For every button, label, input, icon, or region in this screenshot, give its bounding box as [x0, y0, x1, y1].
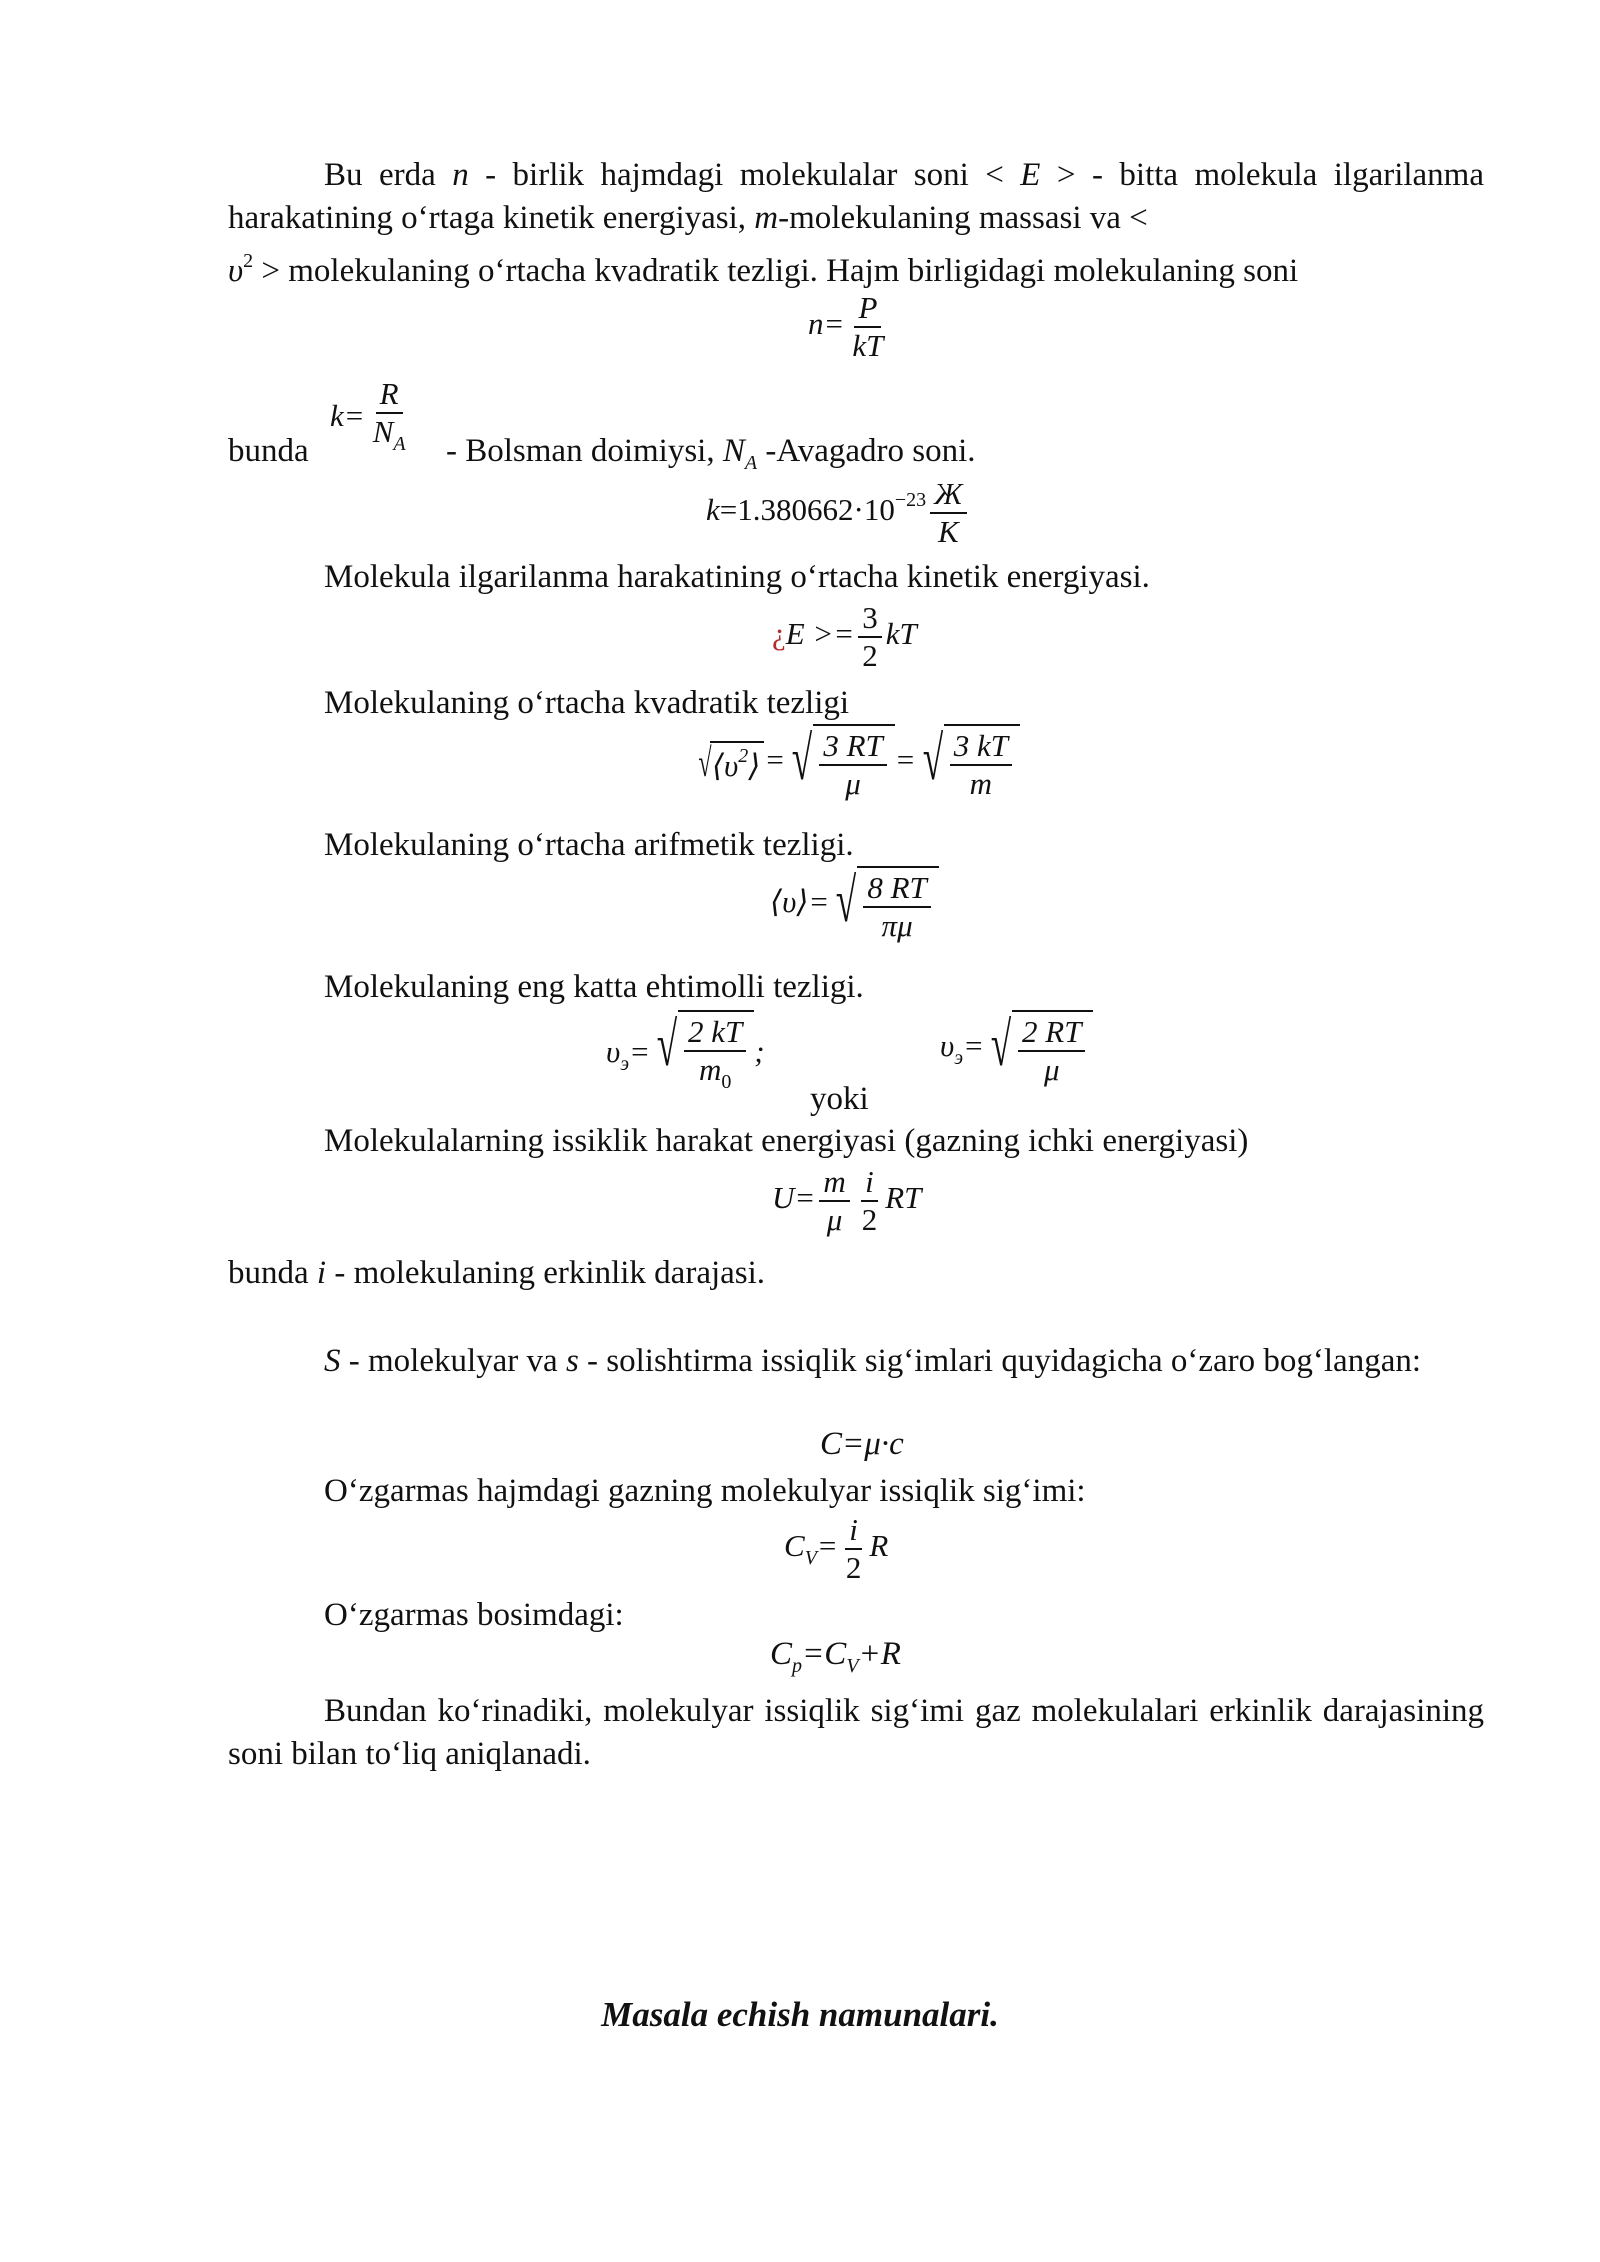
- text: Bu erda: [324, 157, 453, 193]
- section-title: Masala echish namunalari.: [601, 1995, 999, 2034]
- numerator: m: [819, 1164, 849, 1202]
- formula-Cv: [784, 1512, 888, 1586]
- denominator: πμ: [881, 908, 913, 943]
- rhs: R: [869, 1528, 889, 1564]
- intro-paragraph: [228, 154, 1484, 293]
- numerator: 3 kT: [950, 728, 1012, 766]
- var-m: m: [754, 200, 779, 236]
- inner: ⟨υ: [711, 748, 739, 783]
- fraction: [369, 376, 410, 462]
- rhs: kT: [885, 616, 917, 652]
- subscript: э: [954, 1047, 964, 1070]
- energy-heading: Molekula ilgarilanma harakatining o‘rtacha kinetik energiyasi.: [324, 559, 1150, 595]
- formula-n: [808, 290, 891, 364]
- var-v: υ: [228, 253, 244, 289]
- subscript: э: [620, 1053, 630, 1076]
- equals: =: [816, 1528, 838, 1564]
- sqrt: √ $\frac{2 RT}{\mu}$: [984, 1010, 1093, 1088]
- rhs: +R: [858, 1636, 901, 1672]
- fraction: [858, 1164, 882, 1238]
- lhs: n=: [808, 306, 845, 342]
- exponent: 2: [243, 250, 254, 272]
- fraction: [819, 1164, 849, 1238]
- numerator: 2 kT: [684, 1014, 746, 1052]
- var-E: E: [1020, 157, 1041, 193]
- subscript: V: [846, 1655, 859, 1677]
- formula-arith: [770, 866, 939, 944]
- numerator: 2 RT: [1018, 1014, 1085, 1052]
- denominator: K: [937, 514, 959, 549]
- exponent: −23: [894, 489, 927, 512]
- var-NA: N: [722, 433, 745, 469]
- text: bunda: [228, 1255, 317, 1291]
- text: - Bolsman doimiysi,: [446, 433, 723, 469]
- c2: C: [824, 1636, 847, 1672]
- const-volume-heading: O‘zgarmas hajmdagi gazning molekulyar issiqlik sig‘imi:: [324, 1473, 1086, 1509]
- lhs: U=: [772, 1180, 816, 1216]
- formula-Cp: [770, 1636, 901, 1678]
- bunda-i-text: [228, 1252, 765, 1295]
- numerator: P: [854, 290, 881, 328]
- sqrt: √ $\frac{3 RT}{\mu}$: [785, 724, 894, 802]
- formula-U: [772, 1164, 921, 1238]
- subscript: V: [804, 1547, 817, 1570]
- sqrt: √ $\frac{8 RT}{\pi\mu}$: [829, 866, 938, 944]
- numerator: i: [861, 1164, 878, 1202]
- lhs: E >=: [785, 616, 855, 652]
- formula-k-value: [706, 476, 971, 550]
- rhs: RT: [885, 1180, 922, 1216]
- numerator: R: [376, 376, 403, 414]
- equals: =: [894, 742, 916, 778]
- subscript: p: [792, 1655, 803, 1677]
- formula-probable-2: [940, 1010, 1093, 1088]
- fraction: [858, 600, 882, 674]
- equals: =: [629, 1034, 650, 1070]
- subscript: A: [744, 452, 758, 474]
- var-n: n: [452, 157, 469, 193]
- inner-close: ⟩: [748, 748, 761, 783]
- lhs: C: [784, 1528, 805, 1564]
- denominator: N: [372, 414, 394, 449]
- lhs: ⟨υ⟩=: [770, 884, 830, 920]
- arith-heading: Molekulaning o‘rtacha arifmetik tezligi.: [324, 827, 854, 863]
- sqrt: √ $\frac{2 kT}{m_0}$: [650, 1010, 754, 1100]
- value: =1.380662·10: [719, 492, 895, 528]
- sqrt: √ $⟨\upsilon^2⟩$: [694, 741, 764, 785]
- formula-rms: [694, 724, 1020, 802]
- var-i: i: [316, 1255, 327, 1291]
- var-S: S: [324, 1343, 341, 1379]
- exponent: 2: [738, 745, 749, 767]
- text: - molekulaning erkinlik darajasi.: [326, 1255, 766, 1291]
- formula-energy: [772, 600, 917, 674]
- denominator: m: [969, 766, 993, 801]
- probable-heading: Molekulaning eng katta ehtimolli tezligi.: [324, 969, 864, 1005]
- text: - molekulyar va: [340, 1343, 566, 1379]
- fraction: [930, 476, 966, 550]
- denominator: μ: [826, 1202, 843, 1237]
- formula-k-def: [330, 376, 414, 462]
- glyph: ¿: [772, 616, 786, 652]
- yoki-word: yoki: [810, 1081, 869, 1117]
- sqrt: √ $\frac{3 kT}{m}$: [916, 724, 1020, 802]
- const-pressure-heading: O‘zgarmas bosimdagi:: [324, 1597, 624, 1633]
- denominator: 2: [862, 638, 878, 673]
- heat-capacity-paragraph: [228, 1340, 1484, 1383]
- text: > - bitta molekula ilgarilanma harakatining o‘rtaga kinetik energiyasi,: [228, 157, 1485, 236]
- semicolon: ;: [754, 1034, 765, 1070]
- lhs: υ: [940, 1028, 955, 1064]
- numerator: i: [845, 1512, 862, 1550]
- internal-energy-heading: Molekulalarning issiklik harakat energiyasi (gazning ichki energiyasi): [324, 1123, 1249, 1159]
- fraction: [848, 290, 887, 364]
- denominator: μ: [845, 766, 861, 801]
- equals: =: [963, 1028, 984, 1064]
- var-s: s: [565, 1343, 579, 1379]
- c1: C: [770, 1636, 793, 1672]
- lhs: υ: [606, 1034, 621, 1070]
- lhs: k: [706, 492, 720, 528]
- text: > molekulaning o‘rtacha kvadratik tezligi. Hajm birligidagi molekulaning soni: [253, 253, 1299, 289]
- bunda-word: bunda: [228, 433, 309, 469]
- rms-heading: Molekulaning o‘rtacha kvadratik tezligi: [324, 685, 850, 721]
- text: -molekulaning massasi va <: [778, 200, 1148, 236]
- conclusion-paragraph: Bundan ko‘rinadiki, molekulyar issiqlik sig‘imi gaz molekulalari erkinlik darajasining soni bilan to‘liq aniqlanadi.: [228, 1693, 1484, 1772]
- formula-C: C=μ·c: [820, 1426, 904, 1462]
- equals: =: [764, 742, 786, 778]
- text: - solishtirma issiqlik sig‘imlari quyidagicha o‘zaro bog‘langan:: [578, 1343, 1422, 1379]
- denominator: μ: [1043, 1052, 1060, 1087]
- denominator: 2: [845, 1550, 862, 1585]
- subscript: 0: [721, 1071, 732, 1093]
- numerator: 3: [858, 600, 882, 638]
- fraction: [842, 1512, 866, 1586]
- numerator: 8 RT: [863, 870, 930, 908]
- text: - birlik hajmdagi molekulalar soni <: [468, 157, 1021, 193]
- numerator: Ж: [930, 476, 966, 514]
- denominator: 2: [861, 1202, 878, 1237]
- denominator: kT: [852, 328, 884, 363]
- subscript: A: [393, 433, 406, 455]
- numerator: 3 RT: [819, 728, 886, 766]
- denominator: m: [698, 1052, 722, 1087]
- equals: =: [802, 1636, 825, 1672]
- formula-probable-1: [606, 1010, 765, 1100]
- text: -Avagadro soni.: [757, 433, 976, 469]
- lhs: k=: [330, 398, 365, 434]
